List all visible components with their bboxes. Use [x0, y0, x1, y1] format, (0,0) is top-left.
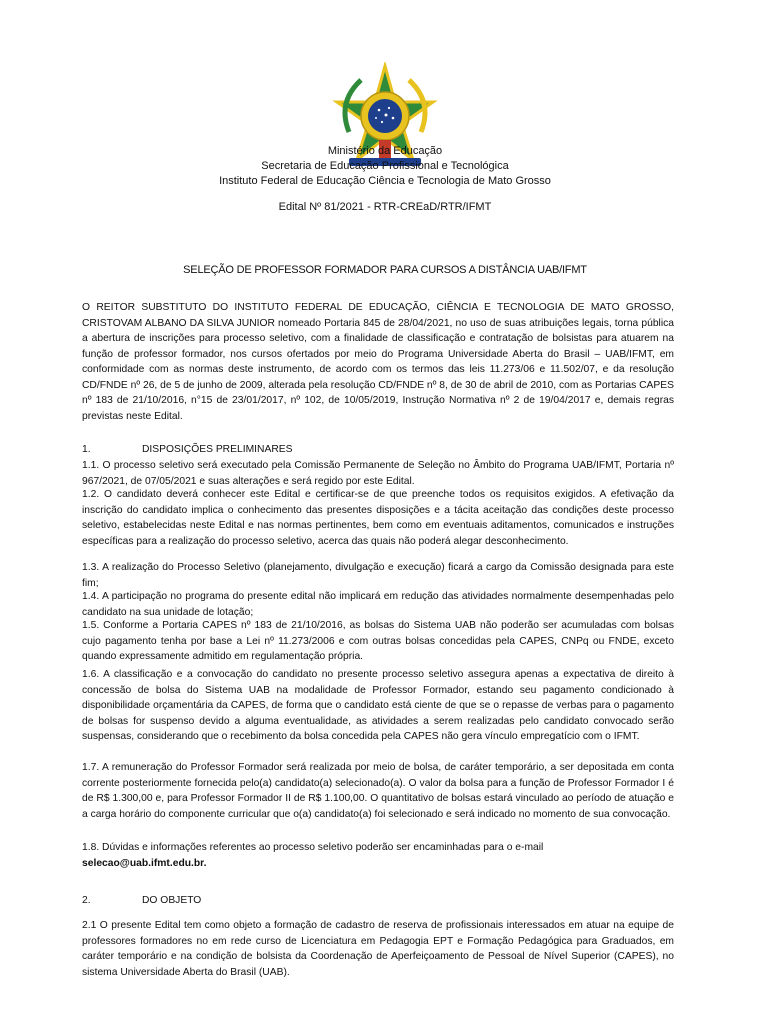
- paragraph-1-5: 1.5. Conforme a Portaria CAPES nº 183 de 21/10/2016, as bolsas do Sistema UAB não poderão ser acumuladas com bolsas cujo pagamento tenha por base a Lei nº 11.273/2006 e com outras bolsas concedidas pela CAPES, CNPq ou FNDE, exceto quando expressamente admitido em regulamentação própria.: [82, 620, 674, 662]
- paragraph-1-2: 1.2. O candidato deverá conhecer este Edital e certificar-se de que preenche todos os requisitos exigidos. A efetivação da inscrição do candidato implica o conhecimento das presentes disposições e a tácita aceitação das condições deste processo seletivo, estabelecidas neste Edital e nas normas pertinentes, bem como em eventuais aditamentos, comunicados e instruções específicas para a realização do processo seletivo, acerca das quais não poderá alegar desconhecimento.: [82, 489, 674, 547]
- header-secretariat: Secretaria de Educação Profissional e Tecnológica: [261, 160, 509, 172]
- section-1-title: DISPOSIÇÕES PRELIMINARES: [142, 444, 293, 455]
- section-1-number: 1.: [82, 444, 91, 455]
- header-ministry: Ministério da Educação: [327, 145, 443, 157]
- intro-paragraph: O REITOR SUBSTITUTO DO INSTITUTO FEDERAL DE EDUCAÇÃO, CIÊNCIA E TECNOLOGIA DE MATO GROSSO, CRISTOVAM ALBANO DA SILVA JUNIOR nomeado Portaria 845 de 28/04/2021, no uso de suas atribuições legais, torna pública a abertura de inscrições para processo seletivo, com a finalidade de classificação e contratação de bolsistas para atuarem na função de professor formador, nos cursos ofertados por meio do Programa Universidade Aberta do Brasil – UAB/IFMT, em conformidade com as normas deste instrumento, de acordo com os termos das leis 11.273/06 e 11.502/07, e da resolução CD/FNDE nº 26, de 5 de junho de 2009, alterada pela resolução CD/FNDE nº 8, de 30 de abril de 2010, com as Portarias CAPES nº 183 de 21/10/2016, n°15 de 23/01/2017, nº 102, de 10/05/2019, Instrução Normativa nº 2 de 19/04/2017 e, demais regras previstas neste Edital.: [82, 302, 674, 422]
- paragraph-2-1: 2.1 O presente Edital tem como objeto a formação de cadastro de reserva de profissionais interessados em atuar na equipe de professores formadores no em rede curso de Licenciatura em Pedagogia EPT e Formação Pedagógica para Graduados, em caráter temporário e na condição de bolsista da Coordenação de Aperfeiçoamento de Pessoal de Nível Superior (CAPES), no sistema Universidade Aberta do Brasil (UAB).: [82, 920, 674, 978]
- paragraph-1-7: 1.7. A remuneração do Professor Formador será realizada por meio de bolsa, de caráter temporário, a ser depositada em conta corrente posteriormente fornecida pelo(a) candidato(a) selecionado(a). O valor da bolsa para a função de Professor Formador I é de R$ 1.300,00 e, para Professor Formador II de R$ 1.100,00. O quantitativo de bolsas estará vinculado ao período de atuação e a carga horário do componente curricular que o(a) candidato(a) foi selecionado e será indicado no momento de sua convocação.: [82, 762, 674, 820]
- section-2-title: DO OBJETO: [142, 895, 202, 906]
- section-2-number: 2.: [82, 895, 91, 906]
- paragraph-1-8: [82, 840, 674, 871]
- edital-number: Edital Nº 81/2021 - RTR-CREaD/RTR/IFMT: [278, 201, 492, 213]
- contact-email-link[interactable]: selecao@uab.ifmt.edu.br.: [82, 857, 207, 869]
- section-2-heading: [82, 894, 674, 908]
- paragraph-1-3: 1.3. A realização do Processo Seletivo (planejamento, divulgação e execução) ficará a cargo da Comissão designada para este fim;: [82, 562, 674, 589]
- paragraph-1-6: 1.6. A classificação e a convocação do candidato no presente processo seletivo assegura apenas a expectativa de direito à concessão de bolsa do Sistema UAB na modalidade de Professor Formador, estando seu pagamento condicionado à disponibilidade orçamentária da CAPES, de forma que o candidato está ciente de que se o repasse de verbas para o pagamento de bolsas for suspenso devido a alguma eventualidade, as atividades a serem realizadas pelo candidato convocado serão suspensas, considerando que o recebimento da bolsa concedida pela CAPES não gera vínculo empregatício com o IFMT.: [82, 669, 674, 742]
- header-institute: Instituto Federal de Educação Ciência e Tecnologia de Mato Grosso: [219, 175, 551, 187]
- section-1-heading: [82, 443, 674, 457]
- paragraph-1-1: 1.1. O processo seletivo será executado pela Comissão Permanente de Seleção no Âmbito do Programa UAB/IFMT, Portaria nº 967/2021, de 07/05/2021 e suas alterações e será regido por este Edital.: [82, 460, 674, 487]
- paragraph-1-8-text: 1.8. Dúvidas e informações referentes ao processo seletivo poderão ser encaminhadas para o e-mail: [82, 842, 544, 853]
- document-title: SELEÇÃO DE PROFESSOR FORMADOR PARA CURSOS A DISTÂNCIA UAB/IFMT: [183, 264, 587, 276]
- paragraph-1-4: 1.4. A participação no programa do presente edital não implicará em redução das atividades normalmente desempenhadas pelo candidato na sua unidade de lotação;: [82, 591, 674, 618]
